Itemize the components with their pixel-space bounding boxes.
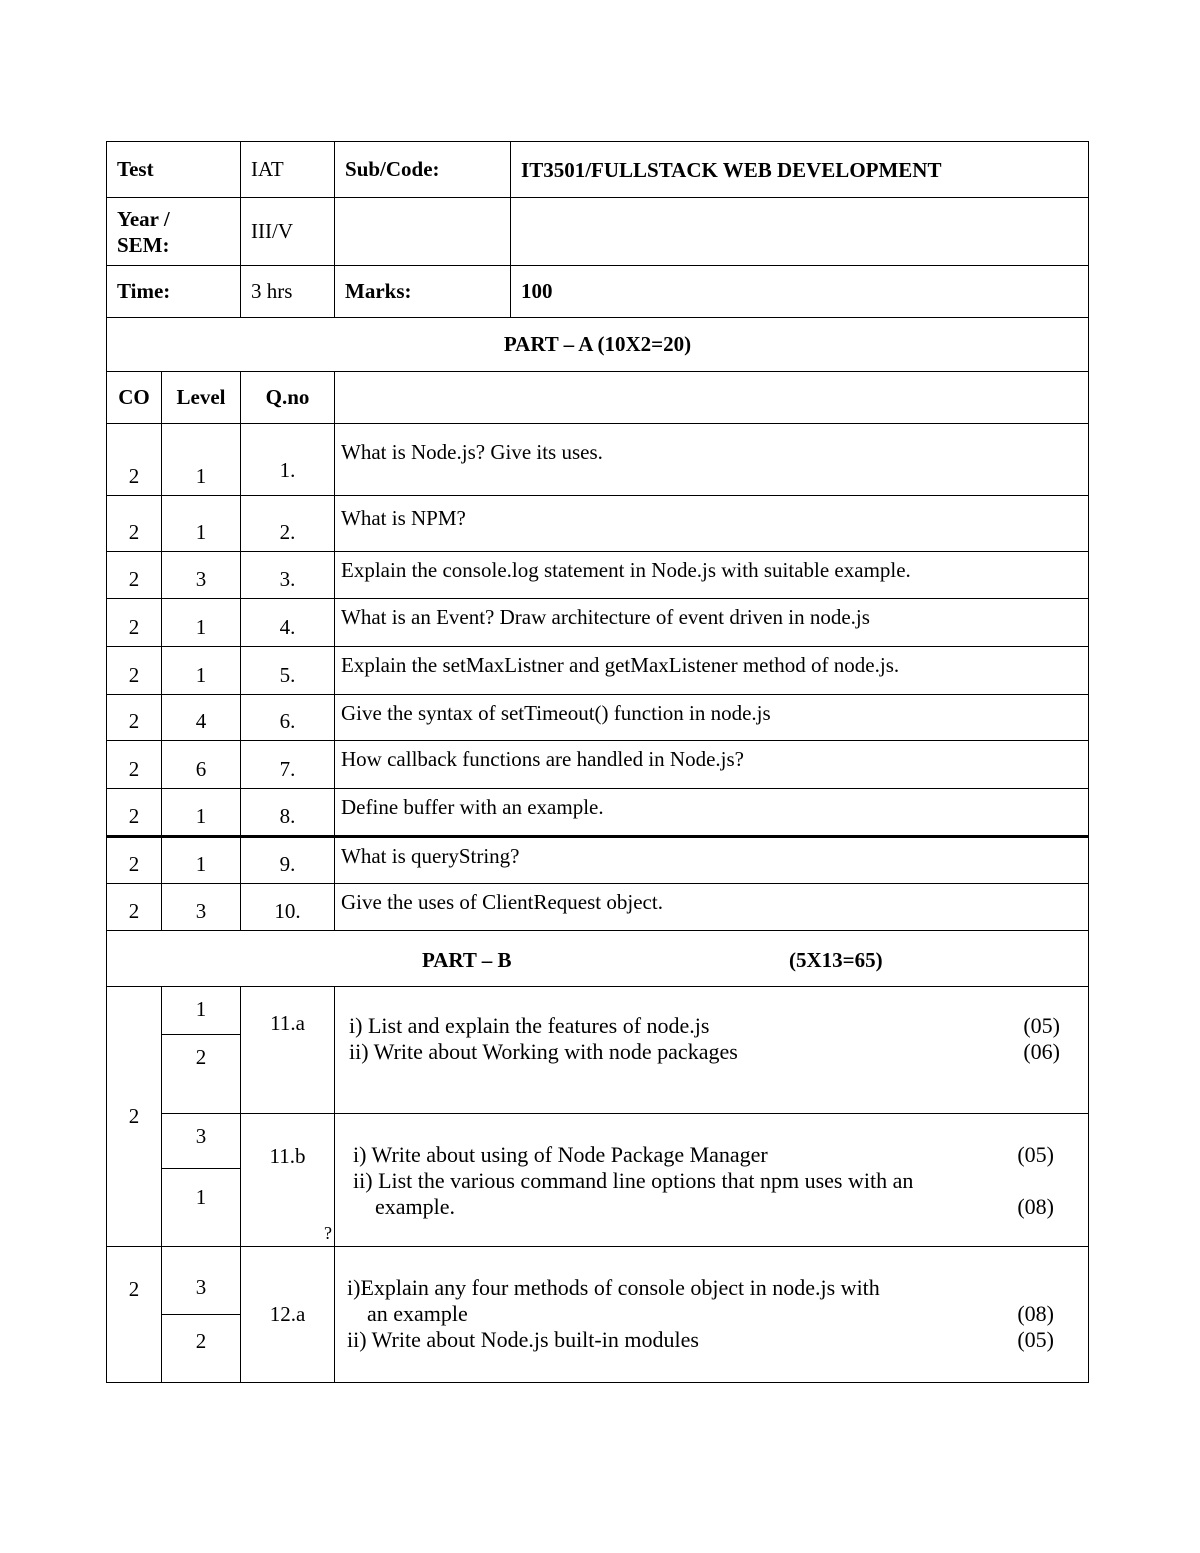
marks-label: Marks: (335, 266, 511, 318)
sub-question (349, 1039, 1060, 1065)
co-cell: 2 (107, 884, 162, 931)
level-cell: 2 (195, 1328, 207, 1353)
question-text: What is NPM? (335, 496, 1089, 552)
sub-question (353, 1142, 1054, 1168)
part-a-title: PART – A (10X2=20) (107, 318, 1089, 372)
co-cell: 2 (107, 695, 162, 741)
level-stack (162, 987, 240, 1113)
level-cell: 1 (195, 1184, 207, 1209)
qno-cell: 9. (241, 837, 335, 884)
qno-cell: 12.a (241, 1247, 335, 1383)
level-cell: 6 (162, 741, 241, 789)
question-row (107, 647, 1089, 695)
level-cell: 1 (162, 789, 241, 837)
level-stack (162, 1247, 240, 1382)
sub-question-text: an example (367, 1301, 468, 1326)
sub-question-text: ii) Write about Working with node packages (349, 1039, 738, 1064)
qno-cell: 8. (241, 789, 335, 837)
co-cell: 2 (107, 741, 162, 789)
sub-question (347, 1301, 1054, 1327)
level-cell: 3 (162, 884, 241, 931)
co-cell: 2 (107, 424, 162, 496)
question-row (107, 496, 1089, 552)
qno-cell: 3. (241, 552, 335, 599)
test-value: IAT (241, 142, 335, 198)
qno-cell: 1. (241, 424, 335, 496)
level-cell: 4 (162, 695, 241, 741)
year-value: III/V (241, 198, 335, 266)
empty-cell (335, 198, 511, 266)
part-b-title: PART – B (422, 948, 512, 972)
sub-question-text: i) Write about using of Node Package Manager (353, 1142, 768, 1167)
qno-cell: 7. (241, 741, 335, 789)
question-text: Give the syntax of setTimeout() function in node.js (335, 695, 1089, 741)
co-cell: 2 (107, 552, 162, 599)
qno-cell: 10. (241, 884, 335, 931)
sub-question (347, 1327, 1054, 1353)
part-b-header (107, 931, 1089, 987)
question-text: Explain the setMaxListner and getMaxListener method of node.js. (335, 647, 1089, 695)
sub-question-text: example. (375, 1194, 456, 1219)
co-cell: 2 (107, 647, 162, 695)
level-cell: 2 (195, 1044, 207, 1069)
qno-cell: 11.a (241, 987, 335, 1114)
level-cell: 1 (162, 424, 241, 496)
question-row (107, 695, 1089, 741)
sub-question-text: ii) List the various command line options that npm uses with an (353, 1168, 914, 1193)
question-row (107, 552, 1089, 599)
qno-cell: 6. (241, 695, 335, 741)
subcode-label: Sub/Code: (335, 142, 511, 198)
question-text: Explain the console.log statement in Node.js with suitable example. (335, 552, 1089, 599)
marks-value: 100 (511, 266, 1089, 318)
exam-table (106, 141, 1089, 1383)
qno-cell: 11.b (269, 1144, 306, 1168)
level-cell: 3 (162, 1247, 240, 1314)
qno-cell: 5. (241, 647, 335, 695)
col-level: Level (162, 372, 241, 424)
question-row (107, 741, 1089, 789)
sub-question-marks: (05) (1023, 1013, 1061, 1038)
question-block (335, 987, 1089, 1114)
qno-cell: 2. (241, 496, 335, 552)
question-block (335, 1247, 1089, 1383)
sub-question-marks: (06) (1023, 1039, 1061, 1064)
question-row (107, 599, 1089, 647)
level-stack (162, 1114, 240, 1246)
question-text: What is an Event? Draw architecture of event driven in node.js (335, 599, 1089, 647)
co-cell: 2 (107, 789, 162, 837)
sub-question-marks: (08) (1017, 1194, 1055, 1219)
time-label: Time: (107, 266, 241, 318)
level-cell: 3 (162, 1114, 240, 1168)
sub-question (349, 1013, 1060, 1039)
question-text: What is queryString? (335, 837, 1089, 884)
test-label: Test (107, 142, 241, 198)
level-cell: 1 (162, 647, 241, 695)
sub-question-text: i)Explain any four methods of console object in node.js with (347, 1275, 880, 1300)
co-cell: 2 (107, 837, 162, 884)
question-row (107, 837, 1089, 884)
qno-cell: 4. (241, 599, 335, 647)
year-label: Year / SEM: (107, 198, 241, 266)
co-cell: 2 (107, 1247, 162, 1383)
level-cell: 1 (162, 837, 241, 884)
question-row (107, 789, 1089, 837)
co-cell: 2 (107, 987, 162, 1247)
question-row (107, 424, 1089, 496)
level-cell: 1 (162, 496, 241, 552)
level-cell-group (162, 1114, 241, 1247)
col-qno: Q.no (241, 372, 335, 424)
level-cell: 3 (162, 552, 241, 599)
level-cell: 1 (162, 987, 240, 1034)
empty-cell (511, 198, 1089, 266)
sub-question-marks: (05) (1017, 1327, 1055, 1352)
stray-mark: ? (324, 1223, 333, 1243)
question-paper (106, 141, 1088, 1383)
sub-question-marks: (08) (1017, 1301, 1055, 1326)
qno-cell-wrap (241, 1114, 335, 1247)
question-block (335, 1114, 1089, 1247)
sub-question-text: i) List and explain the features of node.js (349, 1013, 710, 1038)
sub-question (353, 1168, 1054, 1194)
question-text: What is Node.js? Give its uses. (335, 424, 1089, 496)
empty-cell (335, 372, 1089, 424)
col-co: CO (107, 372, 162, 424)
co-cell: 2 (107, 599, 162, 647)
time-value: 3 hrs (241, 266, 335, 318)
question-text: Define buffer with an example. (335, 789, 1089, 837)
level-cell-group (162, 1247, 241, 1383)
sub-question (353, 1194, 1054, 1220)
question-row (107, 884, 1089, 931)
subcode-value: IT3501/FULLSTACK WEB DEVELOPMENT (511, 142, 1089, 198)
sub-question (347, 1275, 1054, 1301)
level-cell: 1 (162, 599, 241, 647)
co-cell: 2 (107, 496, 162, 552)
question-text: Give the uses of ClientRequest object. (335, 884, 1089, 931)
question-text: How callback functions are handled in Node.js? (335, 741, 1089, 789)
level-cell-group (162, 987, 241, 1114)
sub-question-text: ii) Write about Node.js built-in modules (347, 1327, 699, 1352)
part-b-marks: (5X13=65) (789, 948, 883, 972)
sub-question-marks: (05) (1017, 1142, 1055, 1167)
